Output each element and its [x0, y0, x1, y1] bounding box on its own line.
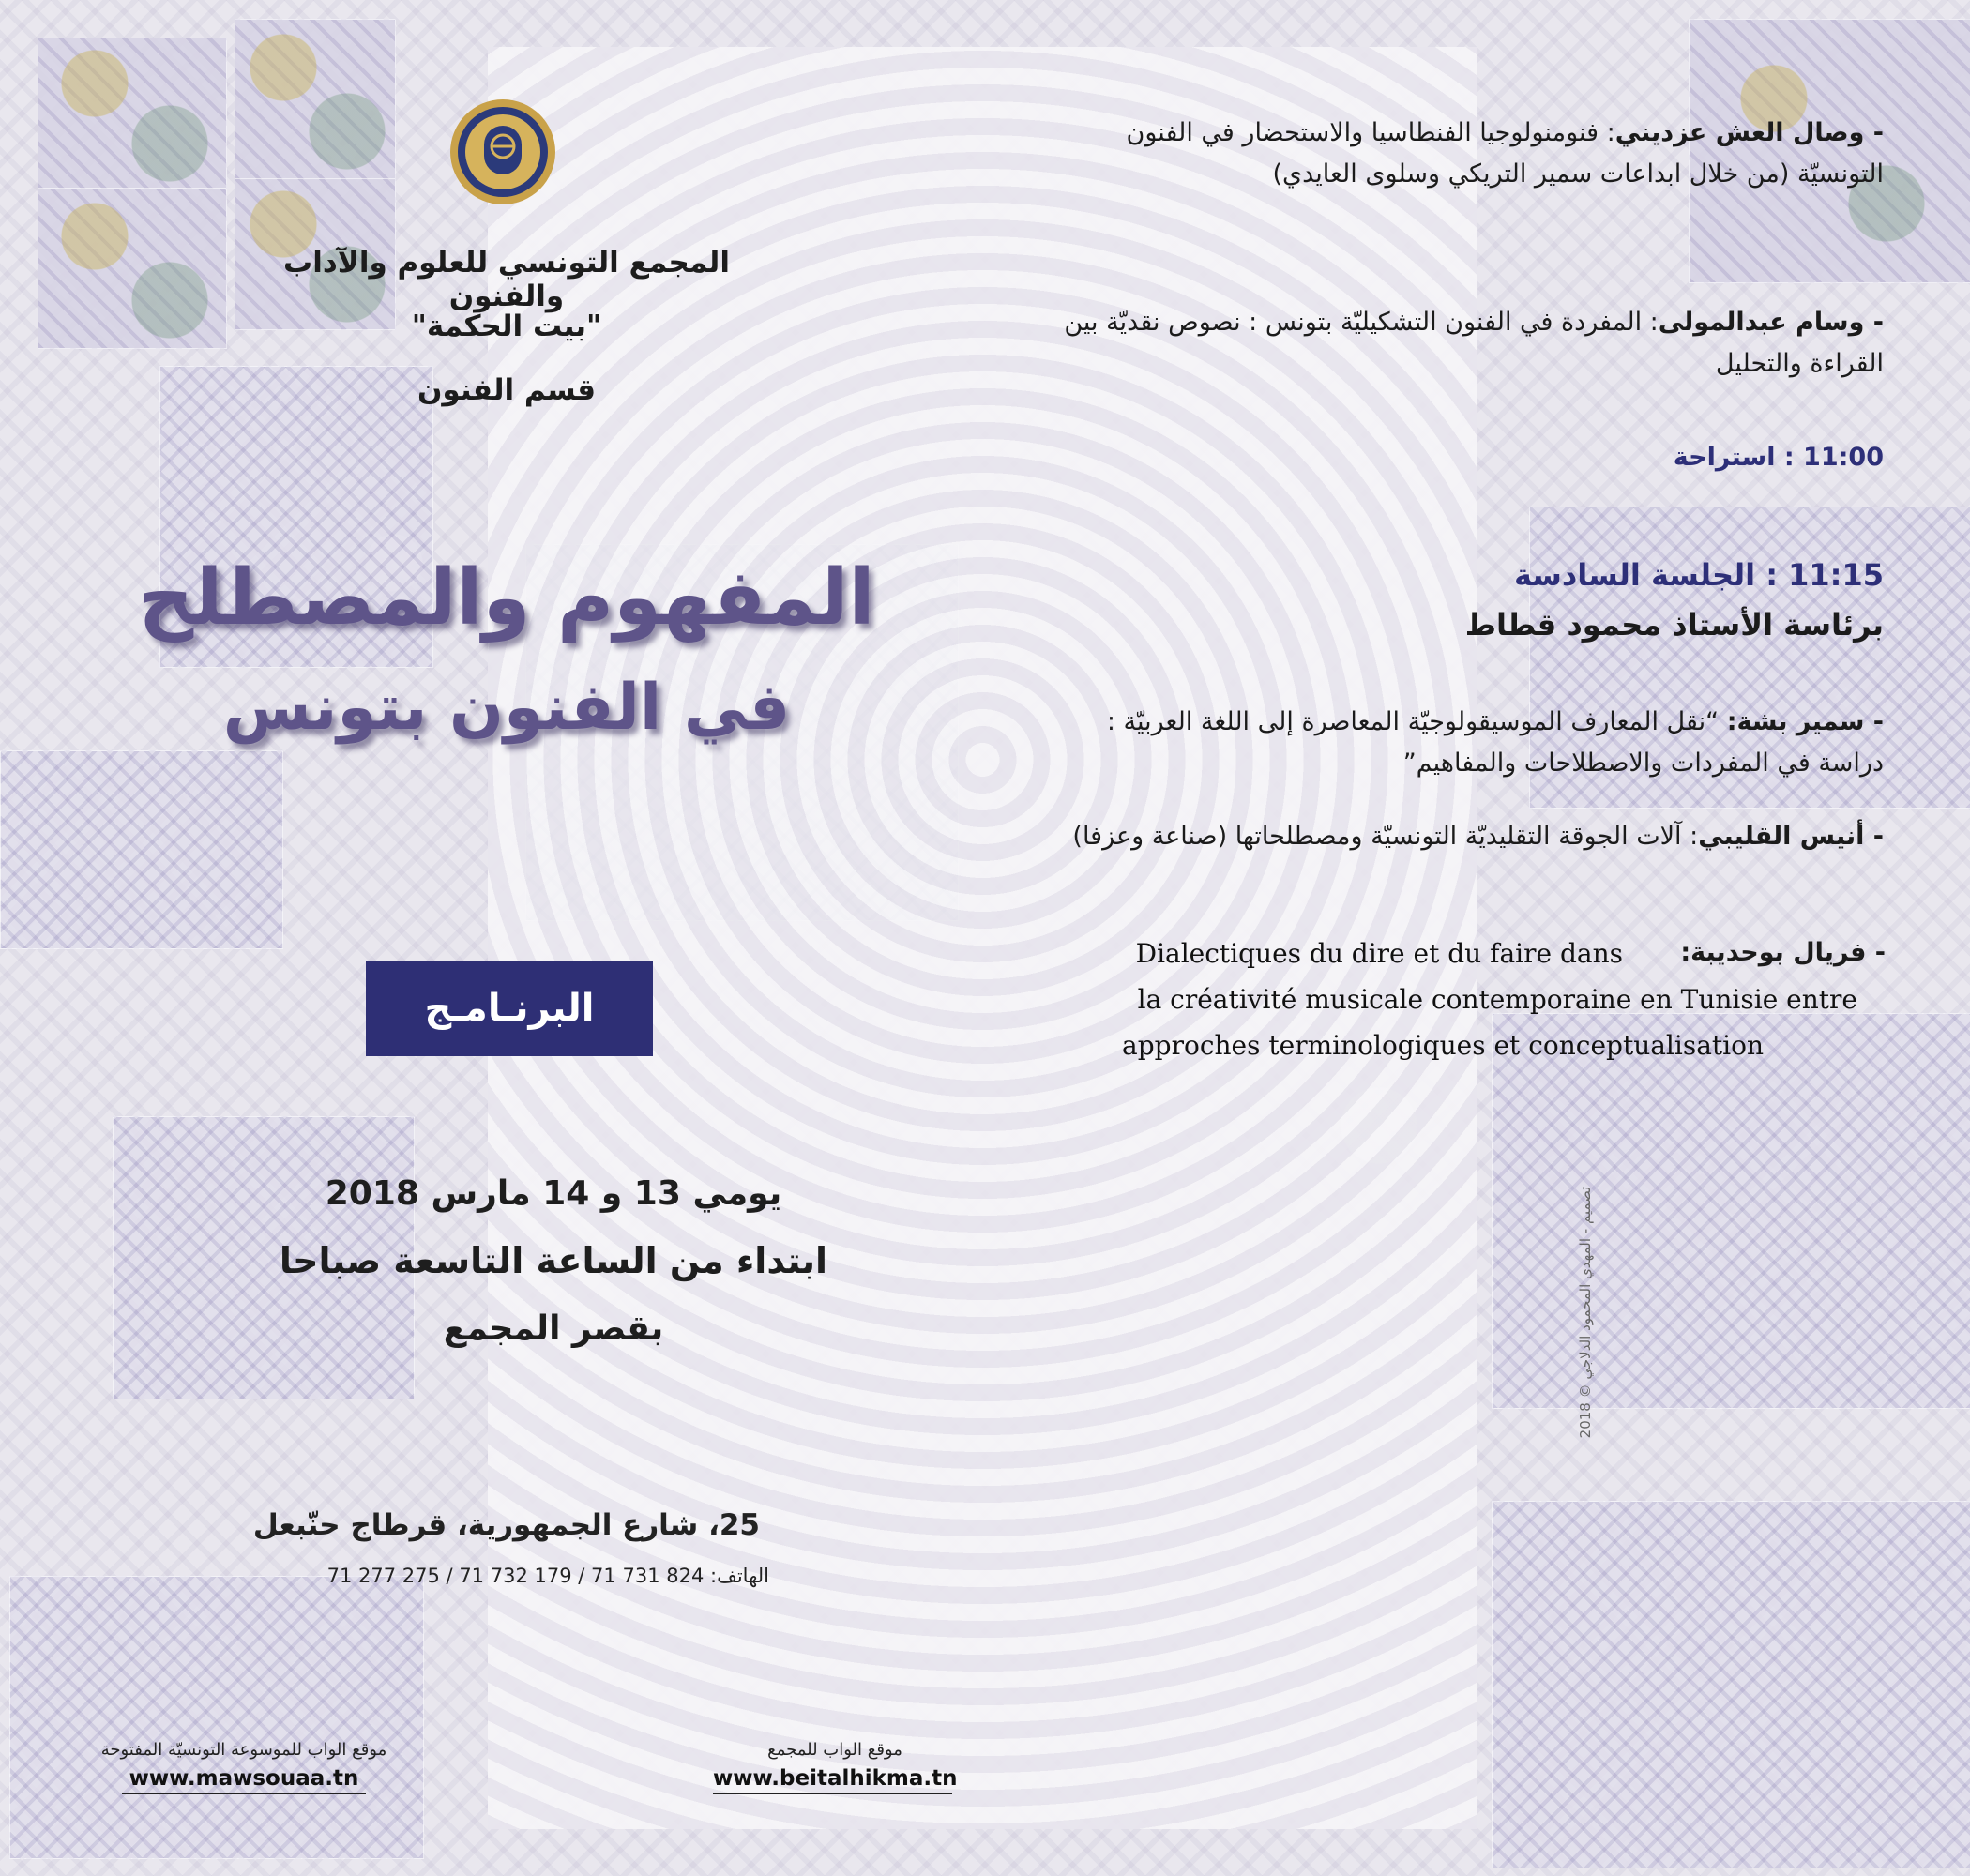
session-chair: برئاسة الأستاذ محمود قطاط	[1464, 607, 1884, 643]
talk-title: “نقل المعارف الموسيقولوجيّة المعاصرة إلى اللغة العربيّة : دراسة في المفردات والاصطلاحات والمفاهيم”	[1106, 707, 1884, 778]
program-item-1	[1060, 113, 1884, 195]
decorative-tile	[0, 750, 283, 949]
mawsouaa-link[interactable]: www.mawsouaa.tn	[122, 1766, 366, 1794]
beit-al-hikma-logo	[448, 98, 557, 206]
speaker-name: - وصال العش عزديني	[1614, 118, 1884, 147]
event-title-line1: المفهوم والمصطلح	[138, 553, 875, 643]
program-item-3	[1060, 702, 1884, 784]
talk-title: : آلات الجوقة التقليديّة التونسيّة ومصطلحاتها (صناعة وعزفا)	[1072, 822, 1699, 851]
beitalhikma-link[interactable]: www.beitalhikma.tn	[713, 1766, 952, 1794]
beitalhikma-label: موقع الواب للمجمع	[767, 1740, 902, 1760]
program-label: البرنـامـج	[424, 987, 595, 1030]
speaker-name: - أنيس القليبي	[1698, 822, 1884, 851]
decorative-tile	[235, 19, 396, 180]
department-name: قسم الفنون	[417, 373, 597, 407]
decorative-tile	[1492, 1013, 1970, 1409]
institution-alias: "بيت الحكمة"	[411, 310, 602, 343]
mawsouaa-label: موقع الواب للموسوعة التونسيّة المفتوحة	[100, 1740, 387, 1760]
speaker-name: - سمير بشة:	[1726, 707, 1884, 736]
address: 25، شارع الجمهورية، قرطاج حنّبعل	[252, 1508, 760, 1542]
french-title-line2: la créativité musicale contemporaine en Tunisie entre	[1137, 984, 1857, 1015]
speaker-name: - فريال بوحديبة:	[1680, 938, 1886, 967]
event-time: ابتداء من الساعة التاسعة صباحا	[279, 1240, 828, 1281]
decorative-tile	[38, 38, 227, 189]
decorative-tile	[38, 188, 227, 349]
break-time: 11:00 : استراحة	[1673, 443, 1884, 472]
event-title-line2: في الفنون بتونس	[222, 671, 791, 745]
decorative-tile	[1492, 1501, 1970, 1868]
french-title-line3: approches terminologiques et conceptualisation	[1122, 1030, 1764, 1061]
talk-title: : فنومنولوجيا الفنطاسيا والاستحضار في الفنون التونسيّة (من خلال ابداعات سمير التريكي وسلوى العايدي)	[1126, 118, 1884, 189]
institution-name: المجمع التونسي للعلوم والآداب والفنون	[283, 246, 730, 313]
session-title: 11:15 : الجلسة السادسة	[1513, 557, 1884, 593]
program-item-5-speaker	[1623, 932, 1886, 974]
program-item-4	[1060, 816, 1884, 857]
program-label-box	[366, 961, 653, 1056]
phone-numbers: الهاتف: 824 731 71 / 179 732 71 / 275 277 71	[326, 1565, 769, 1587]
decorative-tile	[9, 1576, 424, 1859]
french-title-line1: Dialectiques du dire et du faire dans	[1135, 938, 1623, 969]
event-dates: يومي 13 و 14 مارس 2018	[325, 1174, 782, 1213]
speaker-name: - وسام عبدالمولى	[1658, 308, 1884, 337]
event-venue: بقصر المجمع	[443, 1309, 664, 1348]
program-item-2	[1060, 302, 1884, 385]
designer-credit: تصميم - المهدي المحمود الدلاجي © 2018	[1577, 1186, 1594, 1439]
talk-title: : المفردة في الفنون التشكيليّة بتونس : نصوص نقديّة بين القراءة والتحليل	[1064, 308, 1884, 378]
